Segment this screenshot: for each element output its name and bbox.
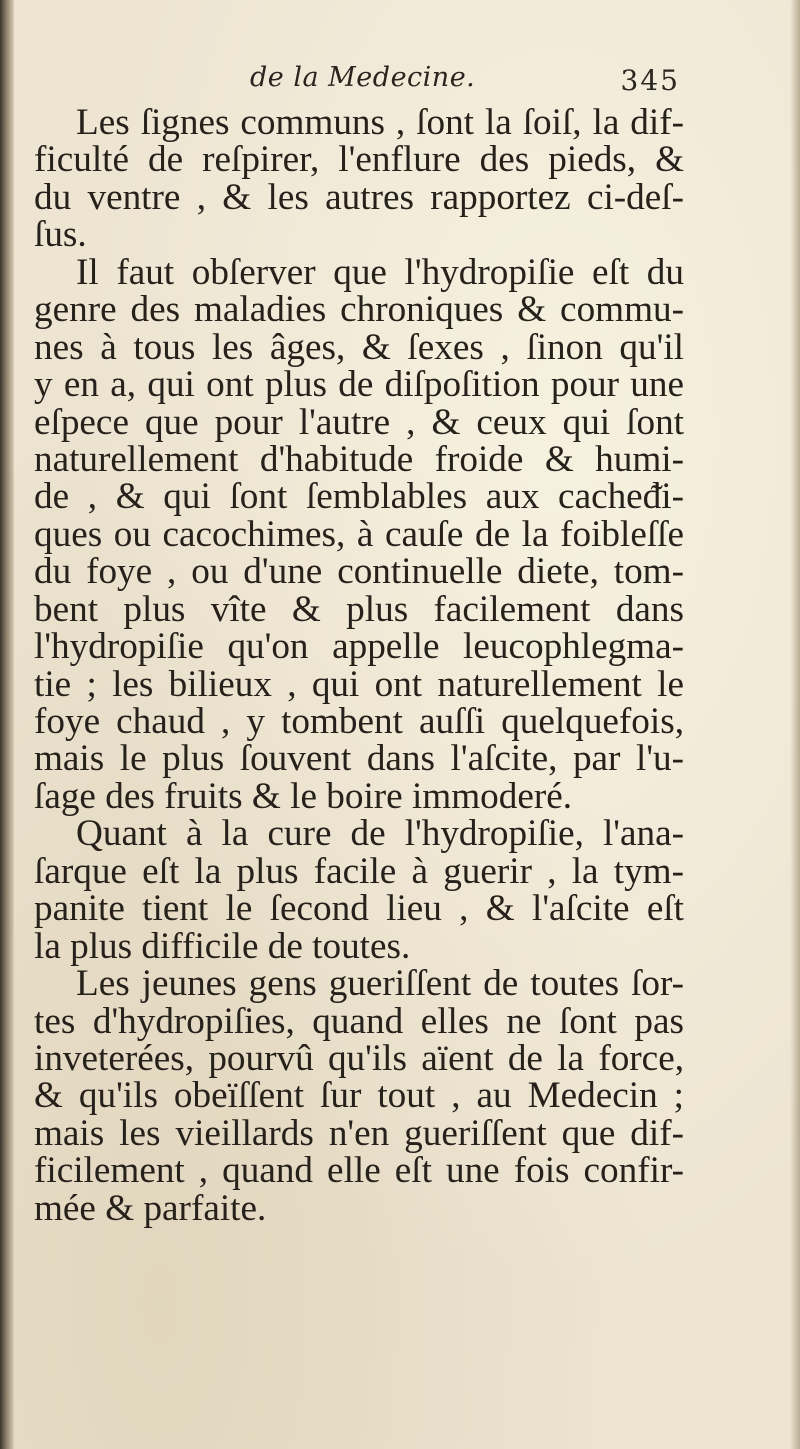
text-line: inveterées, pourvû qu'ils aïent de la force,	[34, 1037, 684, 1079]
body-text	[34, 104, 684, 1227]
text-line: & qu'ils obeïſſent ſur tout , au Medecin ;	[34, 1075, 684, 1117]
page-edge-shadow	[790, 0, 800, 1449]
running-head	[250, 62, 680, 102]
text-line: la plus difficile de toutes.	[34, 925, 411, 967]
text-line: foye chaud , y tombent auſſi quelquefois,	[34, 701, 684, 742]
text-line: panite tient le ſecond lieu , & l'aſcite eſt	[34, 888, 684, 930]
text-line: du foye , ou d'une continuelle diete, tom-	[34, 551, 684, 593]
text-line: mais les vieillards n'en gueriſſent que dif-	[34, 1112, 684, 1154]
text-line: Quant à la cure de l'hydropiſie, l'ana-	[76, 813, 684, 855]
text-line: ſage des fruits & le boire immoderé.	[34, 775, 573, 817]
text-line: Les jeunes gens gueriſſent de toutes ſor-	[76, 963, 684, 1005]
text-line: l'hydropiſie qu'on appelle leucophlegma-	[34, 626, 684, 668]
text-line: Il faut obſerver que l'hydropiſie eſt du	[76, 251, 684, 293]
text-line: naturellement d'habitude froide & humi-	[34, 438, 684, 480]
running-head-title: de la Medecine.	[250, 62, 476, 93]
text-line: bent plus vîte & plus facilement dans	[34, 588, 684, 630]
text-line: ficilement , quand elle eſt une fois confir-	[34, 1150, 684, 1192]
text-line: eſpece que pour l'autre , & ceux qui ſont	[34, 401, 684, 443]
text-line: Les ſignes communs , ſont la ſoiſ, la dif-	[76, 102, 684, 143]
text-line: mais le plus ſouvent dans l'aſcite, par l'u-	[34, 738, 684, 780]
text-line: mée & parfaite.	[34, 1187, 267, 1229]
text-line: y en a, qui ont plus de diſpoſition pour une	[34, 364, 684, 406]
binding-gutter	[0, 0, 14, 1449]
text-line: de , & qui ſont ſemblables aux cacheᵭi-	[34, 476, 684, 518]
text-line: ſarque eſt la plus facile à guerir , la tym-	[34, 850, 684, 892]
text-line: ficulté de reſpirer, l'enflure des pieds, &	[34, 139, 684, 181]
page-number: 345	[620, 64, 680, 97]
text-line: ſus.	[34, 214, 87, 256]
text-line: du ventre , & les autres rapportez ci-deſ-	[34, 176, 684, 218]
text-line: nes à tous les âges, & ſexes , ſinon qu'il	[34, 326, 684, 368]
text-line: ques ou cacochimes, à cauſe de la foibleſſe	[34, 513, 684, 555]
text-line: genre des maladies chroniques & commu-	[34, 289, 684, 331]
text-line: tes d'hydropiſies, quand elles ne ſont pas	[34, 1000, 684, 1042]
text-line: tie ; les bilieux , qui ont naturellement le	[34, 663, 684, 705]
